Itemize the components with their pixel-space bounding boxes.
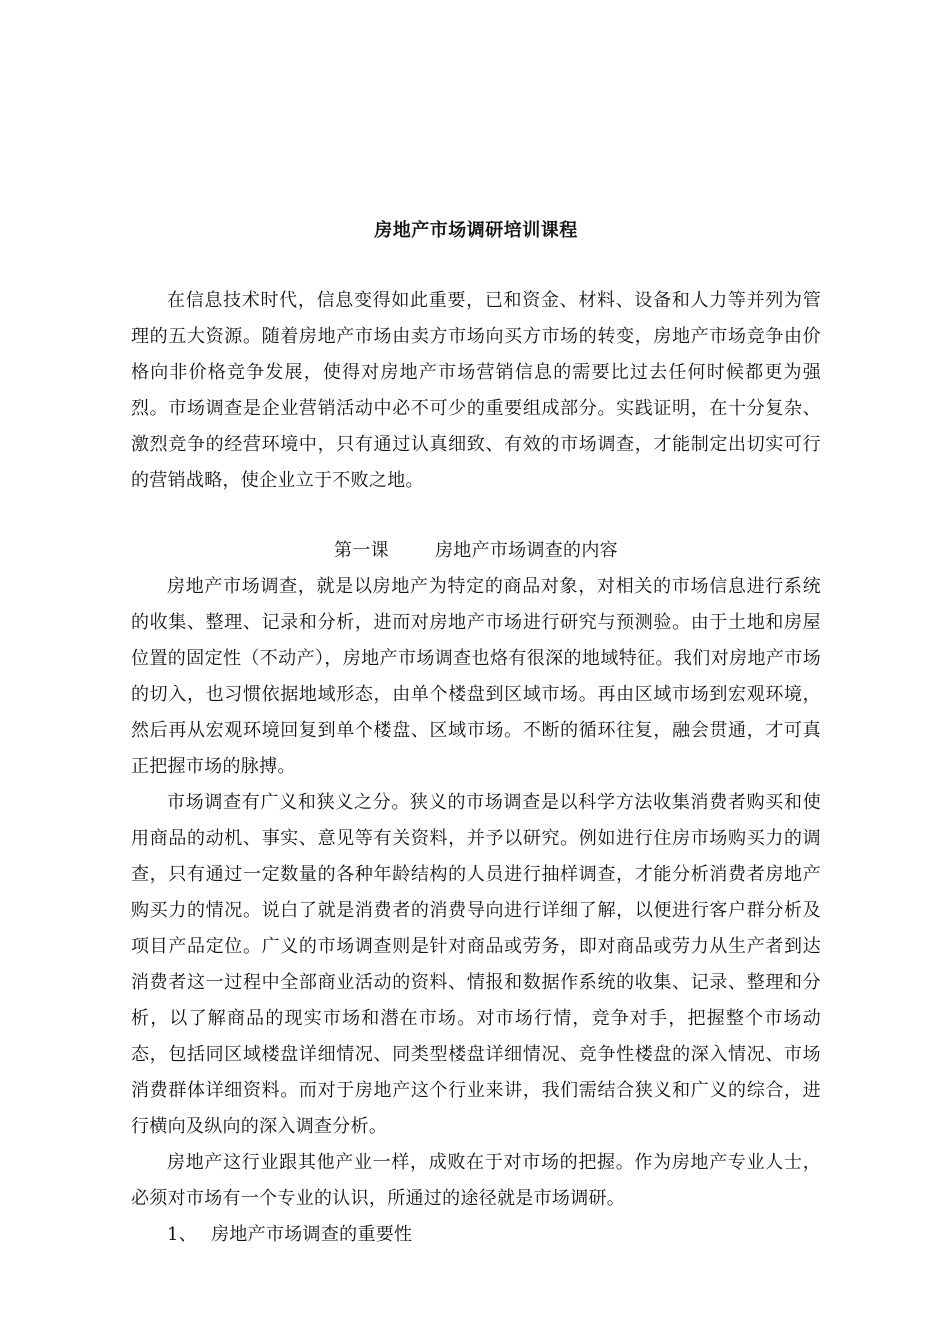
body-paragraph-1: 房地产市场调查，就是以房地产为特定的商品对象，对相关的市场信息进行系统的收集、整理、记录和分析，进而对房地产市场进行研究与预测验。由于土地和房屋位置的固定性（不动产），房地产市场调查也烙有很深的地域特征。我们对房地产市场的切入，也习惯依据地域形态，由单个楼盘到区域市场。再由区域市场到宏观环境，然后再从宏观环境回复到单个楼盘、区域市场。不断的循环往复，融会贯通，才可真正把握市场的脉搏。 [131, 576, 821, 777]
lesson-heading [131, 533, 821, 569]
body-paragraph-3: 房地产这行业跟其他产业一样，成败在于对市场的把握。作为房地产专业人士，必须对市场有一个专业的认识，所通过的途径就是市场调研。 [131, 1152, 821, 1209]
body-paragraph-2: 市场调查有广义和狭义之分。狭义的市场调查是以科学方法收集消费者购买和使用商品的动机、事实、意见等有关资料，并予以研究。例如进行住房市场购买力的调查，只有通过一定数量的各种年龄结构的人员进行抽样调查，才能分析消费者房地产购买力的情况。说白了就是消费者的消费导向进行详细了解，以便进行客户群分析及项目产品定位。广义的市场调查则是针对商品或劳务，即对商品或劳力从生产者到达消费者这一过程中全部商业活动的资料、情报和数据作系统的收集、记录、整理和分析，以了解商品的现实市场和潜在市场。对市场行情，竞争对手，把握整个市场动态，包括同区域楼盘详细情况、同类型楼盘详细情况、竞争性楼盘的深入情况、市场消费群体详细资料。而对于房地产这个行业来讲，我们需结合狭义和广义的综合，进行横向及纵向的深入调查分析。 [131, 792, 821, 1137]
lesson-number: 第一课 [334, 540, 389, 561]
document-title: 房地产市场调研培训课程 [374, 220, 578, 241]
lesson-title: 房地产市场调查的内容 [434, 540, 618, 561]
intro-paragraph: 在信息技术时代，信息变得如此重要，已和资金、材料、设备和人力等并列为管理的五大资源。随着房地产市场由卖方市场向买方市场的转变，房地产市场竞争由价格向非价格竞争发展，使得对房地产市场营销信息的需要比过去任何时候都更为强烈。市场调查是企业营销活动中必不可少的重要组成部分。实践证明，在十分复杂、激烈竞争的经营环境中，只有通过认真细致、有效的市场调查，才能制定出切实可行的营销战略，使企业立于不败之地。 [131, 290, 821, 491]
list-item-text: 房地产市场调查的重要性 [211, 1224, 413, 1245]
document-body [131, 214, 821, 1253]
list-item-number: 1、 [167, 1224, 198, 1245]
numbered-list-item [131, 1217, 821, 1253]
